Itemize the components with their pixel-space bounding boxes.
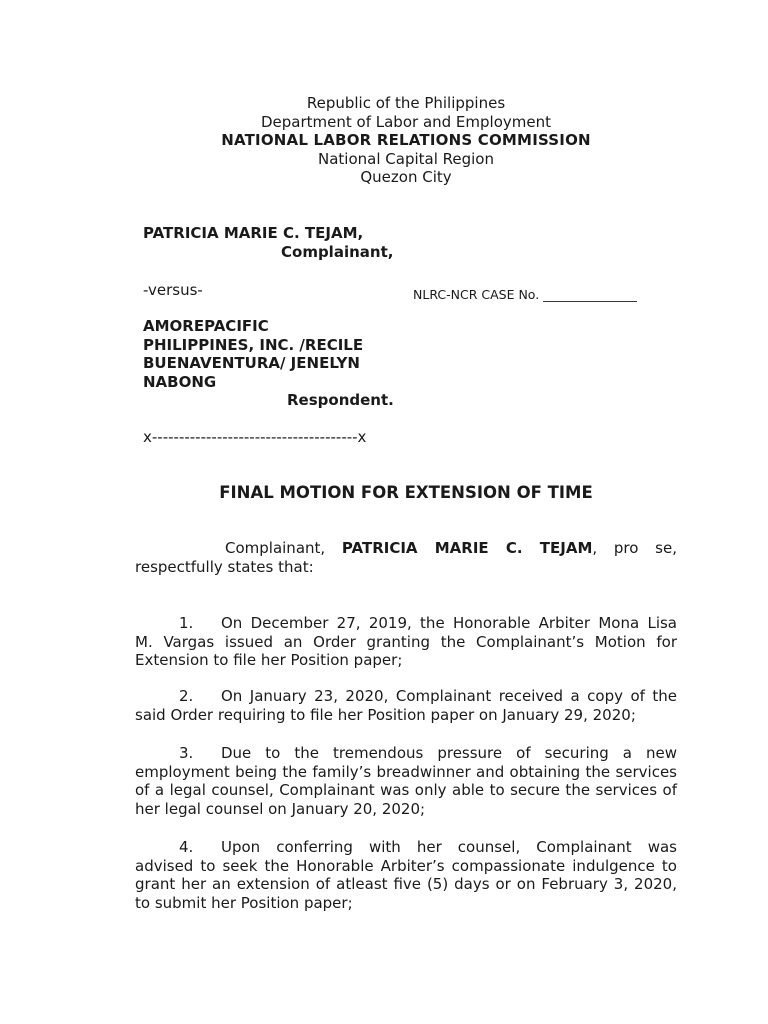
paragraph-line: Extension to file her Position paper;	[135, 651, 403, 670]
document-header	[0, 94, 768, 187]
paragraph-text: On December 27, 2019, the Honorable Arbiter Mona Lisa	[221, 614, 677, 632]
paragraph-line: of a legal counsel, Complainant was only able to secure the services of	[135, 781, 677, 800]
paragraph-text: On January 23, 2020, Complainant received a copy of the	[221, 687, 677, 705]
respondent-line: PHILIPPINES, INC. /RECILE	[143, 335, 364, 354]
respondents-block	[143, 317, 413, 391]
document-title: FINAL MOTION FOR EXTENSION OF TIME	[219, 483, 593, 502]
intro-suffix: , pro se,	[592, 539, 677, 557]
header-commission: NATIONAL LABOR RELATIONS COMMISSION	[221, 131, 591, 150]
paragraph-text: Due to the tremendous pressure of securing a new	[221, 744, 677, 762]
intro-prefix: Complainant,	[225, 539, 342, 557]
respondent-label: Respondent.	[287, 391, 394, 409]
paragraph-line: said Order requiring to file her Position paper on January 29, 2020;	[135, 705, 636, 724]
header-region: National Capital Region	[318, 149, 494, 168]
header-republic: Republic of the Philippines	[306, 94, 506, 112]
intro-line-2: respectfully states that:	[135, 557, 314, 576]
case-number: NLRC-NCR CASE No. _______________	[413, 287, 637, 302]
paragraph-line	[135, 744, 677, 763]
paragraph-number: 4.	[179, 838, 194, 856]
header-city: Quezon City	[360, 168, 452, 187]
paragraph-line	[135, 838, 677, 857]
complainant-label: Complainant,	[281, 243, 394, 261]
paragraph-line	[135, 614, 677, 633]
intro-name: PATRICIA MARIE C. TEJAM	[341, 539, 593, 557]
paragraph-line: M. Vargas issued an Order granting the Complainant’s Motion for	[135, 632, 677, 651]
paragraph-line: employment being the family’s breadwinner and obtaining the services	[135, 762, 677, 781]
paragraph-line	[135, 687, 677, 706]
paragraph-line: to submit her Position paper;	[135, 894, 353, 913]
paragraph-text: Upon conferring with her counsel, Complainant was	[221, 838, 677, 856]
complainant-name: PATRICIA MARIE C. TEJAM,	[143, 224, 364, 242]
paragraph-line: her legal counsel on January 20, 2020;	[135, 800, 426, 819]
intro-paragraph	[135, 539, 677, 576]
numbered-paragraph-4	[135, 838, 677, 913]
intro-line-1	[135, 539, 677, 558]
numbered-paragraph-3	[135, 744, 677, 819]
paragraph-line: advised to seek the Honorable Arbiter’s compassionate indulgence to	[135, 856, 677, 875]
respondent-line: BUENAVENTURA/ JENELYN	[143, 354, 360, 373]
respondent-line: NABONG	[143, 372, 217, 391]
paragraph-number: 2.	[179, 687, 194, 705]
paragraph-number: 3.	[179, 744, 194, 762]
versus-label: -versus-	[143, 281, 203, 299]
header-department: Department of Labor and Employment	[261, 112, 551, 131]
numbered-paragraph-2	[135, 687, 677, 724]
respondent-line: AMOREPACIFIC	[143, 317, 269, 335]
caption-divider: x--------------------------------------x	[143, 428, 367, 446]
paragraph-number: 1.	[179, 614, 194, 632]
numbered-paragraph-1	[135, 614, 677, 670]
paragraph-line: grant her an extension of atleast five (5) days or on February 3, 2020,	[135, 875, 677, 894]
